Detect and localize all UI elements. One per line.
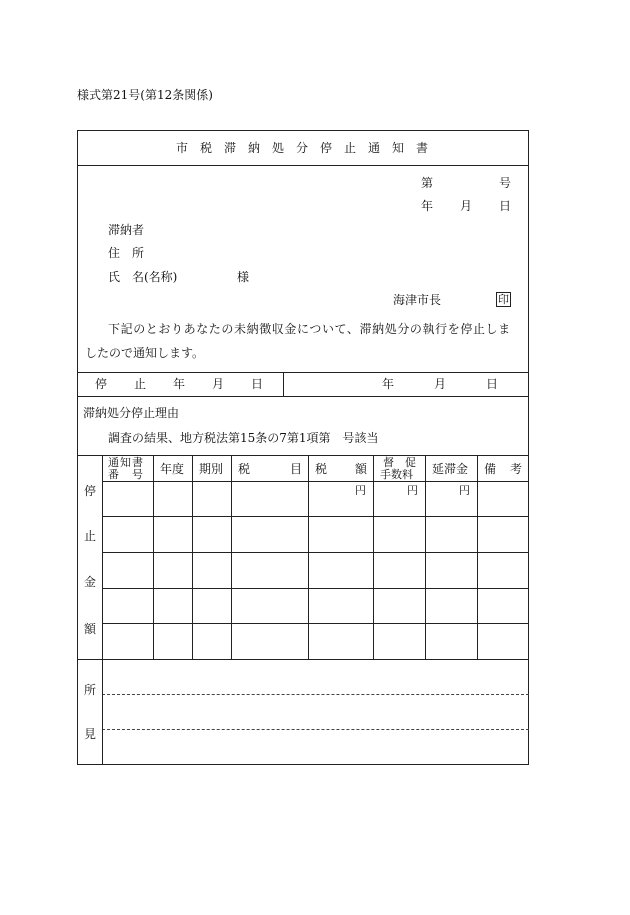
stop-date-year: 年 — [382, 377, 395, 391]
divider — [283, 372, 284, 396]
col-remarks-1: 備 — [484, 462, 497, 476]
divider — [77, 372, 529, 373]
seal-box: 印 — [498, 293, 509, 306]
date-month: 月 — [460, 199, 473, 213]
address-label: 住 所 — [108, 246, 145, 260]
date-year: 年 — [421, 199, 434, 213]
stop-label-1: 停 — [95, 377, 108, 391]
col-tax-item-1: 税 — [238, 462, 251, 476]
divider — [308, 455, 309, 659]
yen-tax-amount: 円 — [355, 484, 366, 497]
col-notice-no-1: 通知書 — [108, 456, 144, 469]
notice-text-line2: したので通知します。 — [85, 346, 205, 360]
col-term: 期別 — [199, 462, 224, 476]
issuer: 海津市長 — [393, 293, 442, 307]
divider — [102, 588, 529, 589]
doc-no-suffix: 号 — [499, 176, 512, 190]
col-notice-no-2: 番 号 — [108, 468, 144, 481]
divider — [77, 455, 529, 456]
divider — [77, 396, 529, 397]
opinion-side-2: 見 — [84, 727, 97, 741]
divider — [192, 455, 193, 659]
col-late-charge: 延滞金 — [432, 462, 469, 476]
col-remarks-2: 考 — [510, 462, 523, 476]
divider — [102, 552, 529, 553]
col-tax-amount-2: 額 — [355, 462, 368, 476]
doc-no-prefix: 第 — [421, 176, 434, 190]
form-number: 様式第21号(第12条関係) — [77, 88, 213, 102]
opinion-line — [102, 694, 529, 695]
divider — [153, 455, 154, 659]
name-label: 氏 名(名称) — [108, 270, 178, 284]
stop-label-2: 止 — [134, 377, 147, 391]
divider — [425, 455, 426, 659]
opinion-line — [102, 729, 529, 730]
col-fee-2: 手数料 — [380, 468, 413, 481]
stop-date-month: 月 — [434, 377, 447, 391]
divider — [102, 481, 529, 482]
divider — [102, 623, 529, 624]
reason-text: 調査の結果、地方税法第15条の7第1項第 号該当 — [108, 431, 379, 445]
stop-label-day: 日 — [251, 377, 264, 391]
divider — [77, 165, 529, 166]
stop-date-day: 日 — [486, 377, 499, 391]
divider — [477, 455, 478, 659]
form-title: 市税滞納処分停止通知書 — [176, 141, 441, 155]
divider — [102, 516, 529, 517]
col-fee-1: 督 促 — [383, 456, 416, 469]
opinion-side-1: 所 — [84, 683, 97, 697]
amount-side-1: 停 — [84, 484, 97, 498]
col-fiscal-year: 年度 — [160, 462, 185, 476]
amount-side-2: 止 — [84, 529, 97, 543]
reason-label: 滞納処分停止理由 — [83, 406, 180, 420]
yen-late-charge: 円 — [459, 484, 470, 497]
yen-fee: 円 — [407, 484, 418, 497]
notice-text-line1: 下記のとおりあなたの未納徴収金について、滞納処分の執行を停止しま — [108, 322, 511, 336]
delinquent-label: 滞納者 — [108, 223, 145, 237]
stop-label-year: 年 — [173, 377, 186, 391]
date-day: 日 — [499, 199, 512, 213]
stop-label-month: 月 — [212, 377, 225, 391]
col-tax-amount-1: 税 — [315, 462, 328, 476]
amount-side-3: 金 — [84, 575, 97, 589]
divider — [373, 455, 374, 659]
amount-side-4: 額 — [84, 622, 97, 636]
divider — [102, 455, 103, 765]
honorific: 様 — [237, 270, 250, 284]
divider — [231, 455, 232, 659]
col-tax-item-2: 目 — [290, 462, 303, 476]
divider — [77, 659, 529, 660]
notice-form — [77, 130, 529, 765]
